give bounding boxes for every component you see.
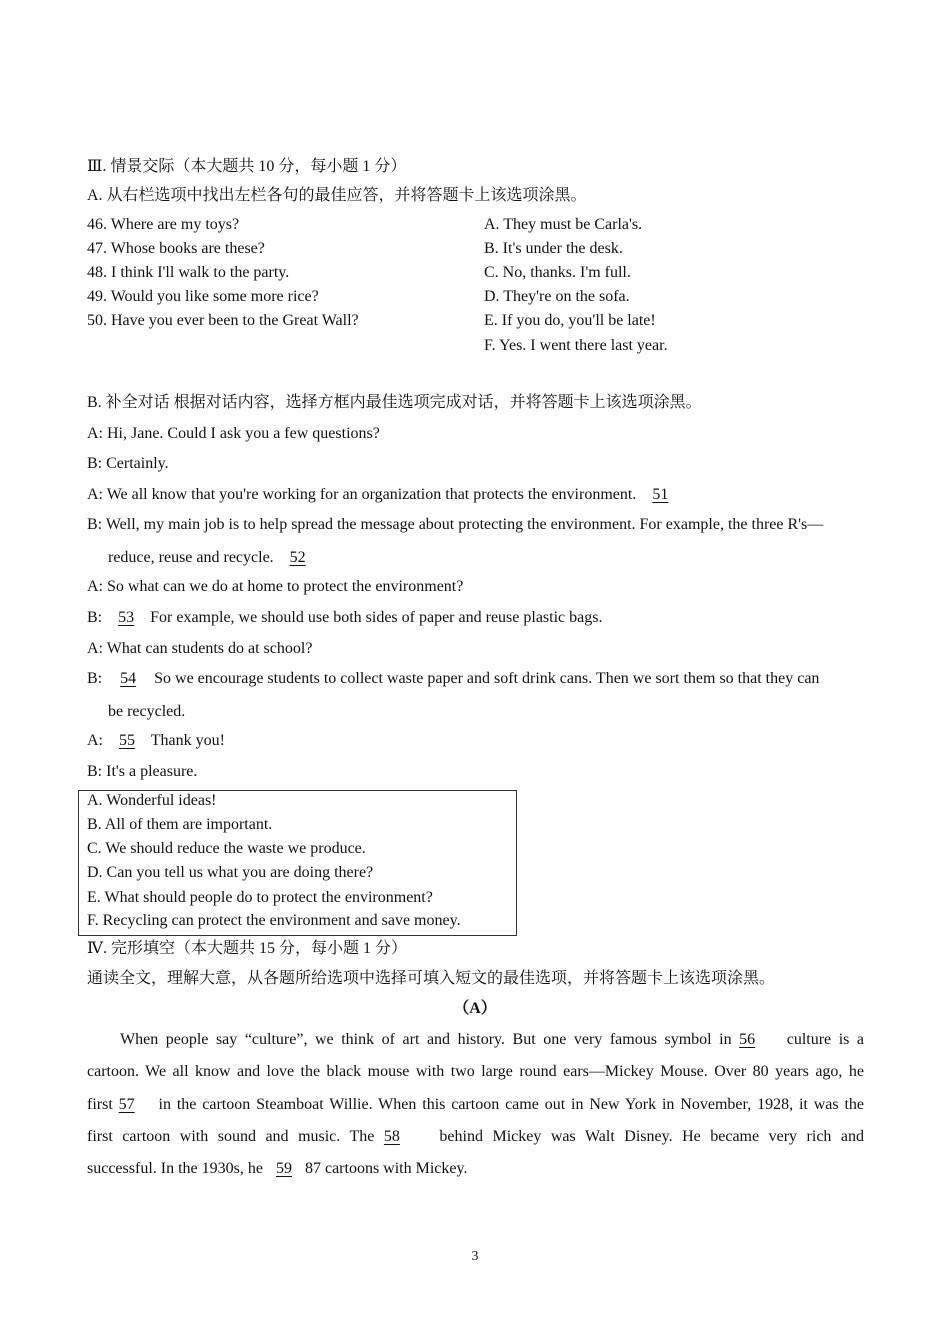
question-47: 47. Whose books are these? [87,240,265,257]
blank-59: 59 [275,1160,292,1177]
blank-54: 54 [120,670,137,687]
question-50: 50. Have you ever been to the Great Wall? [87,312,359,329]
passage-line-4a: first cartoon with sound and music. The [87,1128,375,1145]
passage-line-5 [87,1159,467,1179]
box-option-d: D. Can you tell us what you are doing there? [87,864,374,881]
dialog-line-6-text: For example, we should use both sides of paper and reuse plastic bags. [150,609,603,626]
passage-line-1a: When people say “culture”, we think of art and history. But one very famous symbol in [120,1031,732,1048]
blank-53: 53 [118,609,135,626]
part-b-instruction: B. 补全对话 根据对话内容，选择方框内最佳选项完成对话，并将答题卡上该选项涂黑。 [87,394,702,411]
blank-52: 52 [289,549,306,566]
box-option-c: C. We should reduce the waste we produce. [87,840,366,857]
passage-line-1b: culture is a [786,1031,865,1048]
passage-line-1 [87,1030,864,1050]
option-a: A. They must be Carla's. [484,216,643,233]
box-option-e: E. What should people do to protect the environment? [87,889,433,906]
passage-line-3b: in the cartoon Steamboat Willie. When this cartoon came out in New York in November, 1928, it was the [158,1096,865,1113]
box-option-f: F. Recycling can protect the environment and save money. [87,912,461,929]
question-48: 48. I think I'll walk to the party. [87,264,290,281]
box-option-b: B. All of them are important. [87,816,273,833]
dialog-line-10: B: It's a pleasure. [87,763,198,780]
dialog-line-9-text: Thank you! [150,732,225,749]
speaker-b: B: [87,670,103,687]
dialog-line-6 [87,608,602,628]
dialog-line-4b [108,548,318,568]
option-e: E. If you do, you'll be late! [484,312,656,329]
passage-line-4 [87,1127,864,1147]
dialog-line-8-text: So we encourage students to collect waste paper and soft drink cans. Then we sort them so that they can [154,670,820,687]
passage-line-5b: 87 cartoons with Mickey. [304,1160,468,1177]
dialog-line-4b-text: reduce, reuse and recycle. [108,549,274,566]
section-4-heading: Ⅳ. 完形填空（本大题共 15 分，每小题 1 分） [87,940,407,957]
dialog-line-2: B: Certainly. [87,455,169,472]
option-b: B. It's under the desk. [484,240,623,257]
part-a-instruction: A. 从右栏选项中找出左栏各句的最佳应答，并将答题卡上该选项涂黑。 [87,187,587,204]
dialog-line-5: A: So what can we do at home to protect the environment? [87,578,464,595]
section-3-heading: Ⅲ. 情景交际（本大题共 10 分，每小题 1 分） [87,158,407,175]
passage-line-5a: successful. In the 1930s, he [87,1160,263,1177]
question-49: 49. Would you like some more rice? [87,288,319,305]
speaker-a: A: [87,732,103,749]
passage-line-3a: first [87,1096,113,1113]
question-46: 46. Where are my toys? [87,216,240,233]
box-option-a: A. Wonderful ideas! [87,792,217,809]
dialog-line-4a: B: Well, my main job is to help spread the message about protecting the environment. For example, the three R's— [87,516,824,533]
dialog-line-8 [87,669,819,689]
option-c: C. No, thanks. I'm full. [484,264,631,281]
section-4-instruction: 通读全文，理解大意，从各题所给选项中选择可填入短文的最佳选项，并将答题卡上该选项涂黑。 [87,970,776,987]
passage-line-4b: behind Mickey was Walt Disney. He became very rich and [439,1128,865,1145]
dialog-line-3-text: A: We all know that you're working for an organization that protects the environment. [87,486,637,503]
blank-58: 58 [383,1128,400,1145]
passage-line-2: cartoon. We all know and love the black mouse with two large round ears—Mickey Mouse. Over 80 years ago, he [87,1063,864,1080]
option-d: D. They're on the sofa. [484,288,630,305]
passage-line-3 [87,1095,864,1115]
dialog-line-9 [87,731,225,751]
dialog-line-1: A: Hi, Jane. Could I ask you a few questions? [87,425,380,442]
blank-55: 55 [119,732,135,749]
blank-51: 51 [652,486,669,503]
page-number: 3 [471,1249,479,1264]
dialog-line-7: A: What can students do at school? [87,640,313,657]
option-f: F. Yes. I went there last year. [484,337,668,354]
blank-57: 57 [118,1096,135,1113]
blank-56: 56 [739,1031,756,1048]
speaker-b: B: [87,609,103,626]
dialog-line-3 [87,485,680,505]
dialog-line-8b: be recycled. [108,703,186,720]
passage-title: （A） [453,1000,497,1017]
